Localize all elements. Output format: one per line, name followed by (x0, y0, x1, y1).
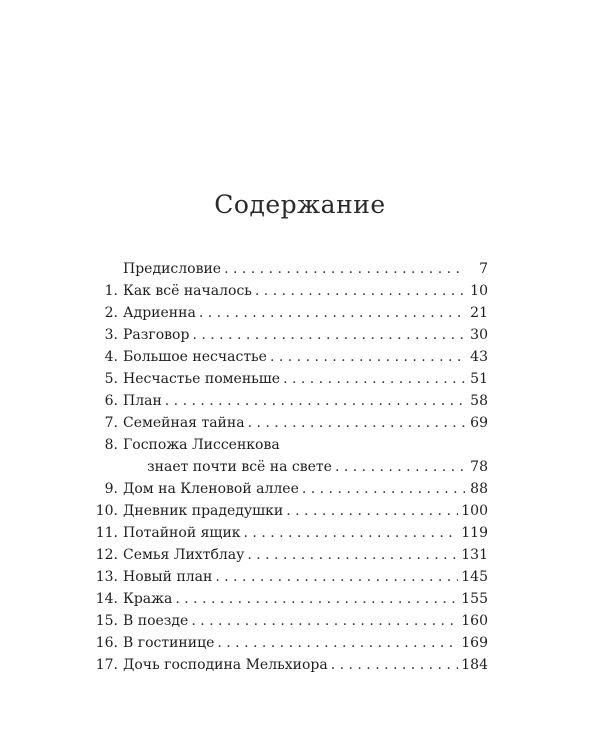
toc-entry-page: 21 (470, 305, 488, 321)
toc-entry-page: 69 (470, 415, 488, 431)
toc-entry (88, 478, 488, 500)
toc-entry (88, 390, 488, 412)
toc-entry (88, 434, 488, 456)
toc-entry (88, 500, 488, 522)
toc-entry (88, 324, 488, 346)
toc-entry-page: 10 (470, 283, 488, 299)
toc-entry-number: 5. (104, 371, 118, 387)
toc-dot-leader (335, 456, 465, 478)
toc-entry (88, 302, 488, 324)
toc-entry-number: 16. (95, 635, 118, 651)
toc-dot-leader (283, 368, 465, 390)
toc-entry-page: 51 (470, 371, 488, 387)
toc-entry-page: 145 (461, 569, 488, 585)
toc-dot-leader (331, 654, 459, 676)
toc-entry (88, 588, 488, 610)
toc-entry-title: Как всё началось (123, 283, 252, 299)
toc-entry-title: Дочь господина Мельхиора (123, 657, 328, 673)
toc-entry-page: 160 (461, 613, 488, 629)
toc-entry-title: План (123, 393, 162, 409)
toc-entry-page: 30 (470, 327, 488, 343)
toc-entry-title: В поезде (123, 613, 189, 629)
toc-entry-number: 1. (104, 283, 118, 299)
toc-dot-leader (199, 302, 465, 324)
toc-entry-number: 2. (104, 305, 118, 321)
toc-entry-title: знает почти всё на свете (147, 459, 332, 475)
page-title: Содержание (214, 190, 386, 219)
toc-entry-number: 4. (104, 349, 118, 365)
toc-entry (88, 368, 488, 390)
toc-entry-number: 12. (95, 547, 118, 563)
toc-dot-leader (192, 324, 465, 346)
toc-entry-page: 43 (470, 349, 488, 365)
table-of-contents (88, 258, 488, 676)
toc-entry (88, 544, 488, 566)
toc-entry (88, 258, 488, 280)
toc-dot-leader (286, 500, 458, 522)
toc-entry-number: 9. (104, 481, 118, 497)
toc-dot-leader (191, 610, 458, 632)
toc-entry-page: 184 (461, 657, 488, 673)
toc-entry (88, 610, 488, 632)
toc-entry-page: 119 (461, 525, 488, 541)
toc-entry-page: 169 (461, 635, 488, 651)
toc-entry-title: Предисловие (123, 261, 222, 277)
toc-entry-number: 3. (104, 327, 118, 343)
toc-entry-number: 6. (104, 393, 118, 409)
toc-entry-title: Семья Лихтблау (123, 547, 245, 563)
toc-entry-page: 78 (470, 459, 488, 475)
toc-entry (88, 346, 488, 368)
toc-entry-page: 7 (479, 261, 488, 277)
toc-entry-title: Дом на Кленовой аллее (123, 481, 299, 497)
toc-entry-number: 7. (104, 415, 118, 431)
toc-entry-title: Несчастье поменьше (123, 371, 281, 387)
toc-entry-number: 13. (95, 569, 118, 585)
toc-entry-number: 11. (95, 525, 118, 541)
toc-entry (88, 412, 488, 434)
toc-entry-title: Новый план (123, 569, 213, 585)
toc-entry-title: Большое несчастье (123, 349, 267, 365)
toc-entry-page: 100 (461, 503, 488, 519)
toc-entry (88, 632, 488, 654)
toc-entry-number: 8. (104, 437, 118, 453)
toc-dot-leader (224, 258, 465, 280)
toc-entry-title: В гостинице (123, 635, 215, 651)
toc-entry-page: 58 (470, 393, 488, 409)
toc-entry-page: 131 (461, 547, 488, 563)
toc-entry-page: 88 (470, 481, 488, 497)
toc-entry-number: 14. (95, 591, 118, 607)
toc-dot-leader (244, 522, 459, 544)
toc-entry (88, 654, 488, 676)
toc-dot-leader (270, 346, 465, 368)
toc-dot-leader (255, 280, 465, 302)
toc-entry-title: Адриенна (123, 305, 196, 321)
toc-entry-page: 155 (461, 591, 488, 607)
toc-entry-title: Госпожа Лиссенкова (123, 437, 280, 453)
toc-entry-title: Кража (123, 591, 173, 607)
toc-dot-leader (302, 478, 465, 500)
toc-entry (88, 280, 488, 302)
toc-dot-leader (217, 632, 458, 654)
toc-entry-number: 15. (95, 613, 118, 629)
toc-dot-leader (165, 390, 465, 412)
toc-entry (88, 456, 488, 478)
toc-dot-leader (175, 588, 458, 610)
toc-dot-leader (247, 544, 458, 566)
toc-entry-title: Разговор (123, 327, 190, 343)
toc-entry-number: 17. (95, 657, 118, 673)
toc-entry (88, 522, 488, 544)
toc-dot-leader (215, 566, 458, 588)
toc-entry-title: Потайной ящик (123, 525, 241, 541)
toc-dot-leader (248, 412, 465, 434)
toc-entry-number: 10. (95, 503, 118, 519)
toc-entry-title: Семейная тайна (123, 415, 245, 431)
toc-entry-title: Дневник прадедушки (123, 503, 284, 519)
toc-entry (88, 566, 488, 588)
